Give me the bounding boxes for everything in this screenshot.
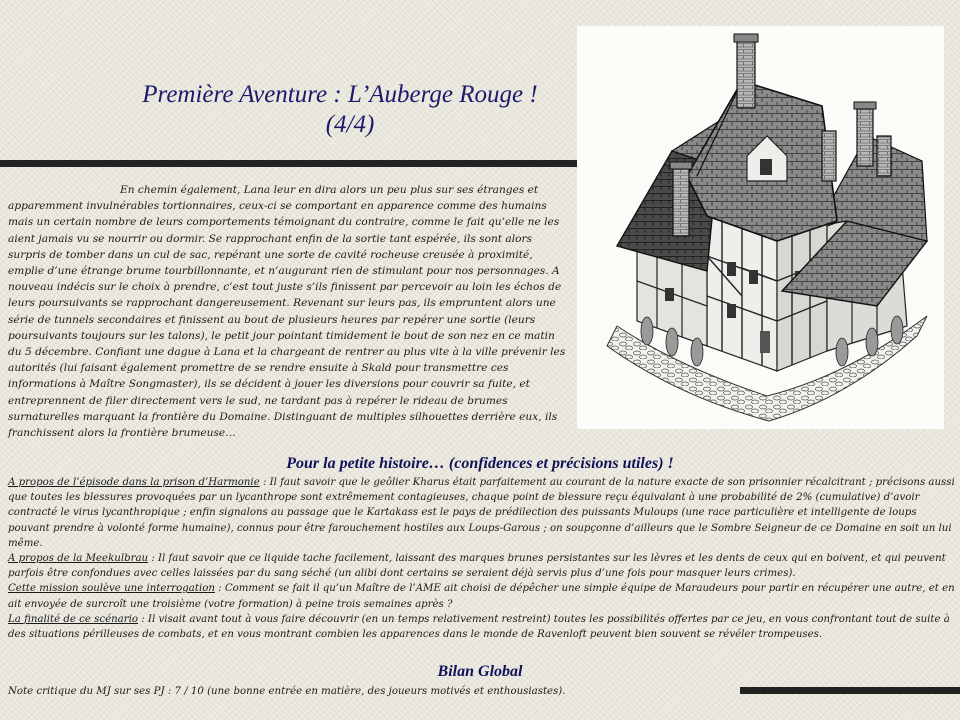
critique-note: Note critique du MJ sur ses PJ : 7 / 10 (une bonne entrée en matière, des joueurs motivés et enthousiastes). <box>8 686 566 697</box>
note-interrogation <box>8 581 956 611</box>
note-prison <box>8 475 956 551</box>
note-label: La finalité de ce scénario <box>8 613 139 625</box>
intro-paragraph: En chemin également, Lana leur en dira alors un peu plus sur ses étranges et apparemment invulnérables tortionnaires, ceux-ci se comportant en apparence comme des humains mais un certain nombre de leurs comportements témoignant du contraire, comme le fait qu’elle ne les aient jamais vu se nourrir ou dormir. Se rapprochant enfin de la sortie tant espérée, ils sont alors surpris de tomber dans un cul de sac, repérant une sorte de cavité rocheuse creusée à proximité, emplie d’une étrange brume tourbillonnante, et n’augurant rien de stimulant pour nos personnages. A nouveau indécis sur le choix à prendre, c’est tout juste s’ils finissent par percevoir au loin les échos de leurs poursuivants se rapprochant dangereusement. Revenant sur leurs pas, ils empruntent alors une série de tunnels secondaires et finissent au bout de plusieurs heures par repérer une sortie (leurs poursuivants toujours sur les talons), le petit jour pointant timidement le bout de son nez en ce matin du 5 décembre. Confiant une dague à Lana et la chargeant de rentrer au plus vite à la ville prévenir les autorités (lui faisant également promettre de se rendre ensuite à Skald pour transmettre ces informations à Maître Songmaster), ils se décident à jouer les diversions pour couvrir sa fuite, et entreprennent de filer directement vers le sud, ne tardant pas à repérer le rideau de brumes surnaturelles marquant la frontière du Domaine. Distinguant de multiples silhouettes derrière eux, ils franchissent alors la frontière brumeuse… <box>8 184 566 440</box>
note-text: : Il visait avant tout à vous faire découvrir (en un temps relativement restreint) toutes les possibilités offertes par ce jeu, en vous confrontant tout de suite à des situations périlleuses de combats, et en vous montrant combien les apparences dans le monde de Ravenloft peuvent bien souvent se révéler trompeuses. <box>8 613 950 641</box>
note-text: : Comment se fait il qu’un Maître de l’AME ait choisi de dépêcher une simple équipe de Maraudeurs pour partir en récupérer une autre, et en ait envoyée de surcroît une troisième (votre formation) à peine trois semaines après ? <box>8 583 955 610</box>
note-finalite <box>8 612 956 642</box>
title-line-1: Première Aventure : L’Auberge Rouge ! <box>142 81 538 108</box>
title-line-2: (4/4) <box>325 111 375 138</box>
note-meekulbrau <box>8 551 956 581</box>
footer-divider <box>740 687 960 694</box>
note-text: : Il faut savoir que le geôlier Kharus était parfaitement au courant de la nature exacte de son prisonnier récalcitrant ; précisons aussi que toutes les blessures provoquées par un lycanthrope sont extrêmement contagieuses, chaque point de blessure reçu équivalant à une probabilité de 2% (cumulative) d’avoir contracté le virus lycanthropique ; enfin signalons au passage que le Kartakass est le pays de prédilection des puissants Muloups (une race particulière et intelligente de loups pouvant prendre à volonté forme humaine), connus pour être farouchement hostiles aux Loups-Garous ; on soupçonne d’ailleurs que le Sombre Seigneur de ce Domaine en soit un lui même. <box>8 477 955 549</box>
section-heading-bilan: Bilan Global <box>437 663 523 680</box>
note-label: Cette mission soulève une interrogation <box>8 583 215 595</box>
note-label: A propos de la Meekulbrau <box>8 553 149 565</box>
histoire-notes <box>8 475 956 642</box>
note-label: A propos de l’épisode dans la prison d’Harmonie <box>8 477 260 488</box>
page-title <box>100 80 580 140</box>
header-divider <box>0 160 577 167</box>
section-heading-histoire: Pour la petite histoire… (confidences et précisions utiles) ! <box>286 455 674 472</box>
inn-house-icon <box>577 26 944 429</box>
note-text: : Il faut savoir que ce liquide tache facilement, laissant des marques brunes persistantes sur les lèvres et les dents de ceux qui en boivent, et qui peuvent parfois être confondues avec celles laissées par du sang séché (un alibi dont certains se seraient déjà servis plus d’une fois pour masquer leurs crimes). <box>8 553 946 580</box>
inn-house-illustration <box>577 26 944 429</box>
